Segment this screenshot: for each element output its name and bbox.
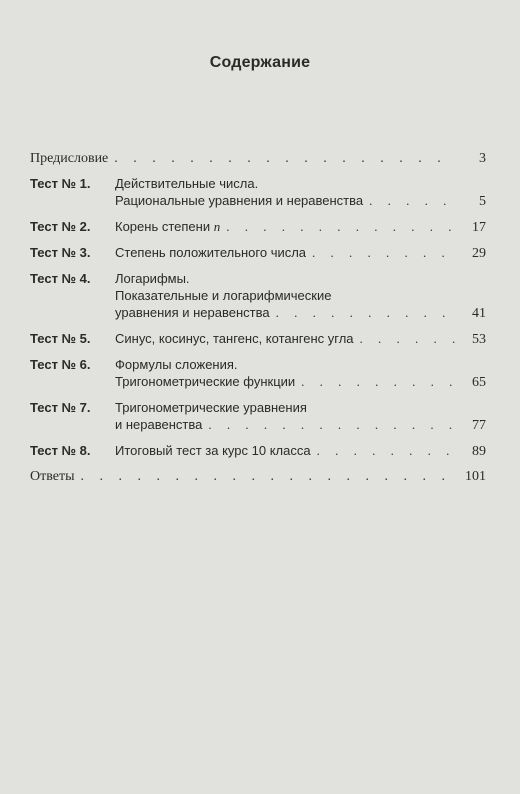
toc-entry-title: Предисловие — [30, 151, 109, 166]
toc-page-number: 29 — [472, 246, 486, 261]
toc-entry-label: Тест № 2. — [30, 219, 91, 234]
dot-leader — [208, 416, 456, 433]
toc-entry-body — [115, 218, 486, 236]
toc-entry-title: Рациональные уравнения и неравенства — [115, 193, 364, 208]
toc-entry-body — [115, 244, 486, 262]
toc-entry-title: Ответы — [30, 469, 75, 484]
toc-entry-test-5[interactable] — [30, 330, 486, 348]
toc-entry-test-8[interactable] — [30, 442, 486, 460]
dot-leader — [81, 468, 457, 485]
page-title: Содержание — [209, 54, 311, 71]
toc-page-number: 89 — [472, 444, 486, 459]
dot-leader — [317, 442, 456, 459]
dot-leader — [276, 304, 456, 321]
toc-entry-title: Степень положительного числа — [115, 245, 307, 260]
toc-entry-title-line: Действительные числа. — [115, 176, 259, 191]
toc-entry-test-3[interactable] — [30, 244, 486, 262]
toc-entry-title-line: Формулы сложения. — [115, 357, 238, 372]
toc-entry-label: Тест № 5. — [30, 331, 91, 346]
toc-entry-label: Тест № 7. — [30, 400, 91, 415]
toc-entry-body — [115, 356, 486, 391]
toc-entry-label: Тест № 3. — [30, 245, 91, 260]
math-variable: n — [213, 219, 221, 234]
toc-entry-test-7[interactable] — [30, 399, 486, 434]
toc-entry-test-1[interactable] — [30, 175, 486, 210]
toc-page-number: 41 — [472, 306, 486, 321]
dot-leader — [369, 192, 456, 209]
toc-entry-title-text: Корень степени — [115, 219, 211, 234]
toc-entry-title: Синус, косинус, тангенс, котангенс угла — [115, 331, 354, 346]
toc-page-number: 53 — [472, 332, 486, 347]
toc-page-number: 3 — [479, 151, 486, 166]
toc-entry-test-4[interactable] — [30, 270, 486, 322]
toc-entry-body — [115, 442, 486, 460]
toc-page-number: 65 — [472, 375, 486, 390]
dot-leader — [312, 244, 456, 261]
toc-entry-test-6[interactable] — [30, 356, 486, 391]
toc-page-number: 77 — [472, 418, 486, 433]
toc-entry-body — [115, 175, 486, 210]
toc-page-number: 5 — [479, 194, 486, 209]
toc-entry-label: Тест № 1. — [30, 176, 91, 191]
toc-entry-title: Итоговый тест за курс 10 класса — [115, 443, 311, 458]
toc-entry-title — [115, 218, 220, 235]
dot-leader — [226, 218, 456, 235]
toc-entry-title-line: Тригонометрические уравнения — [115, 400, 307, 415]
toc-entry-label: Тест № 6. — [30, 357, 91, 372]
toc-entry-test-2[interactable] — [30, 218, 486, 236]
toc-entry-title: уравнения и неравенства — [115, 305, 270, 320]
toc-entry-body — [115, 330, 486, 348]
toc-entry-body — [115, 399, 486, 434]
toc-page-number: 101 — [465, 469, 486, 484]
toc-entry-title-line: Логарифмы. — [115, 271, 190, 286]
toc-entry-answers[interactable] — [30, 468, 486, 485]
toc-entry-label: Тест № 8. — [30, 443, 91, 458]
table-of-contents — [30, 150, 486, 493]
dot-leader — [360, 330, 456, 347]
toc-entry-body — [30, 150, 486, 167]
toc-entry-body — [30, 468, 486, 485]
toc-entry-title: Тригонометрические функции — [115, 374, 296, 389]
toc-entry-title-line: Показательные и логарифмические — [115, 288, 332, 303]
toc-entry-label: Тест № 4. — [30, 271, 91, 286]
dot-leader — [301, 373, 456, 390]
toc-entry-title: и неравенства — [115, 417, 203, 432]
toc-entry-preface[interactable] — [30, 150, 486, 167]
toc-entry-body — [115, 270, 486, 322]
toc-page-number: 17 — [472, 220, 486, 235]
dot-leader — [114, 150, 456, 167]
